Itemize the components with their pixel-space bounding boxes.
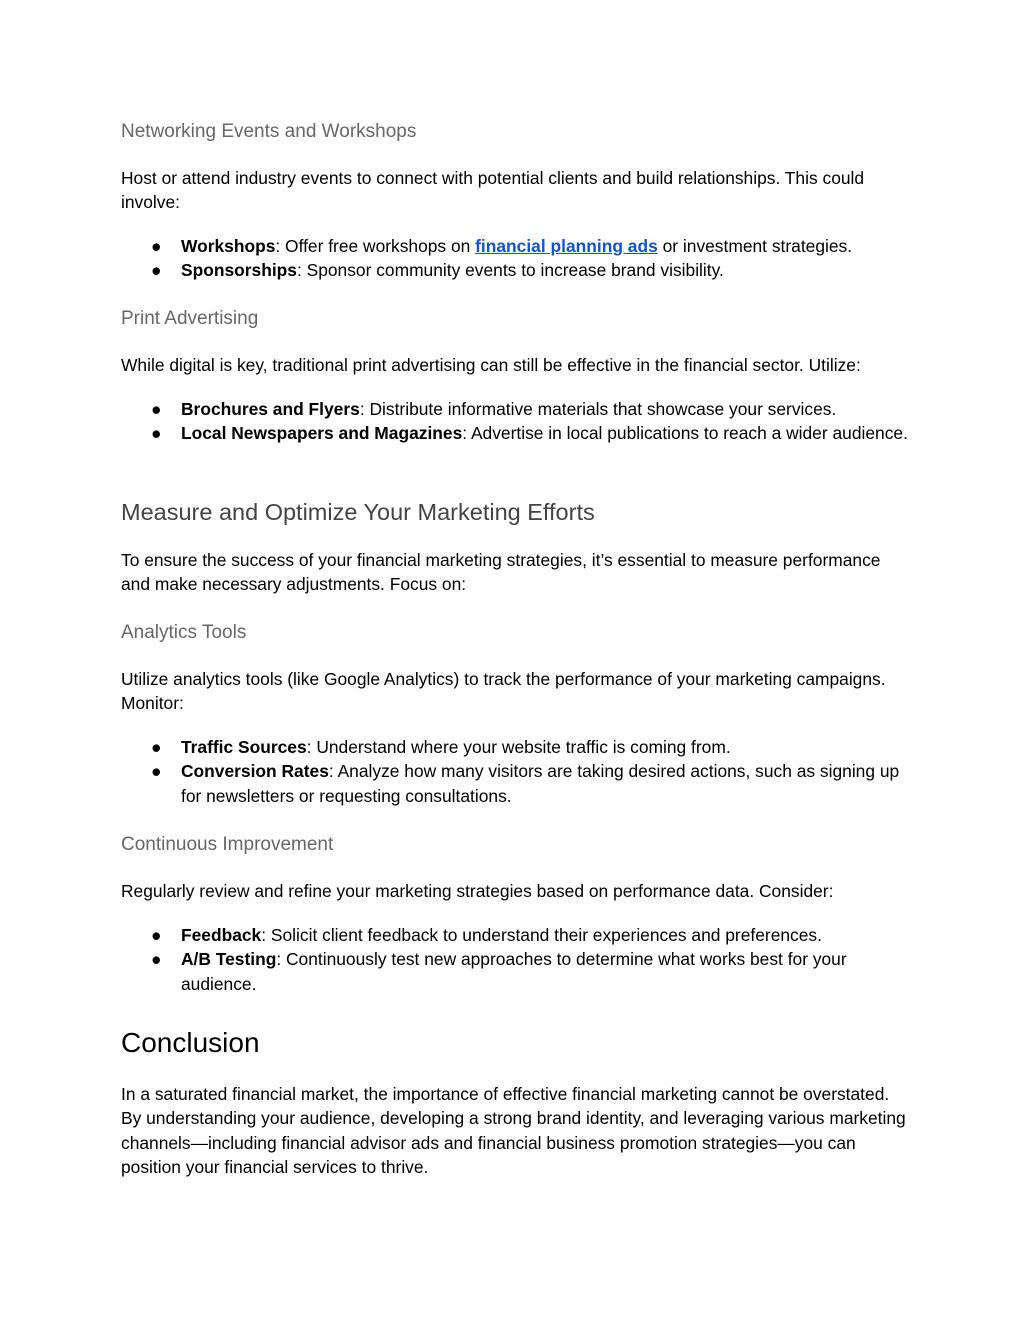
list-item [121,397,911,421]
heading-continuous-improvement: Continuous Improvement [121,834,334,855]
list-item [121,258,911,282]
list-improvement [121,923,911,996]
paragraph-analytics-intro: Utilize analytics tools (like Google Analytics) to track the performance of your marketing campaigns. Monitor: [121,669,886,714]
list-item [121,234,911,258]
paragraph-print-intro: While digital is key, traditional print advertising can still be effective in the financial sector. Utilize: [121,355,861,375]
item-term: Sponsorships [181,260,297,281]
bullet-icon: ● [151,925,162,945]
bullet-icon: ● [151,737,162,757]
item-term: Brochures and Flyers [181,399,360,419]
list-item [121,735,911,759]
paragraph-measure-intro: To ensure the success of your financial marketing strategies, it’s essential to measure performance and make necessary adjustments. Focus on: [121,550,881,595]
list-networking [121,234,911,283]
item-desc: : Distribute informative materials that showcase your services. [359,399,837,419]
bullet-icon: ● [151,761,162,782]
item-desc: : Analyze how many visitors are taking desired actions, such as signing up for newsletters or requesting consultations. [181,761,900,806]
paragraph-networking-intro: Host or attend industry events to connect with potential clients and build relationships. This could involve: [121,168,865,213]
list-print [121,397,911,446]
heading-networking-events: Networking Events and Workshops [121,121,417,142]
list-analytics [121,735,911,808]
financial-planning-ads-link[interactable]: financial planning ads [475,236,658,256]
item-desc: : Continuously test new approaches to determine what works best for your audience. [181,949,847,994]
item-desc: : Sponsor community events to increase brand visibility. [296,260,724,281]
list-item [121,421,911,445]
list-item [121,923,911,947]
item-term: Conversion Rates [181,761,329,782]
bullet-icon: ● [151,949,162,970]
item-desc: : Advertise in local publications to reach a wider audience. [462,423,908,444]
list-item [121,759,911,808]
item-term: Local Newspapers and Magazines [181,423,463,444]
paragraph-conclusion: In a saturated financial market, the importance of effective financial marketing cannot be overstated. By understanding your audience, developing a strong brand identity, and leveraging various marketing channels—including financial advisor ads and financial business promotion strategies—you can position your financial services to thrive. [121,1084,906,1177]
heading-measure-optimize: Measure and Optimize Your Marketing Efforts [121,499,595,525]
item-desc: : Offer free workshops on [275,236,476,256]
heading-conclusion: Conclusion [121,1027,260,1058]
item-term: Workshops [181,236,276,256]
paragraph-improvement-intro: Regularly review and refine your marketing strategies based on performance data. Consider: [121,881,834,901]
bullet-icon: ● [151,260,162,281]
item-term: Feedback [181,925,262,945]
bullet-icon: ● [151,236,162,256]
bullet-icon: ● [151,399,162,419]
bullet-icon: ● [151,423,162,444]
item-term: Traffic Sources [181,737,307,757]
item-desc: : Understand where your website traffic is coming from. [306,737,731,757]
heading-analytics-tools: Analytics Tools [121,622,247,643]
list-item [121,947,911,996]
item-term: A/B Testing [181,949,277,970]
heading-print-advertising: Print Advertising [121,308,259,329]
item-desc: : Solicit client feedback to understand their experiences and preferences. [261,925,822,945]
item-desc-end: or investment strategies. [657,236,853,256]
